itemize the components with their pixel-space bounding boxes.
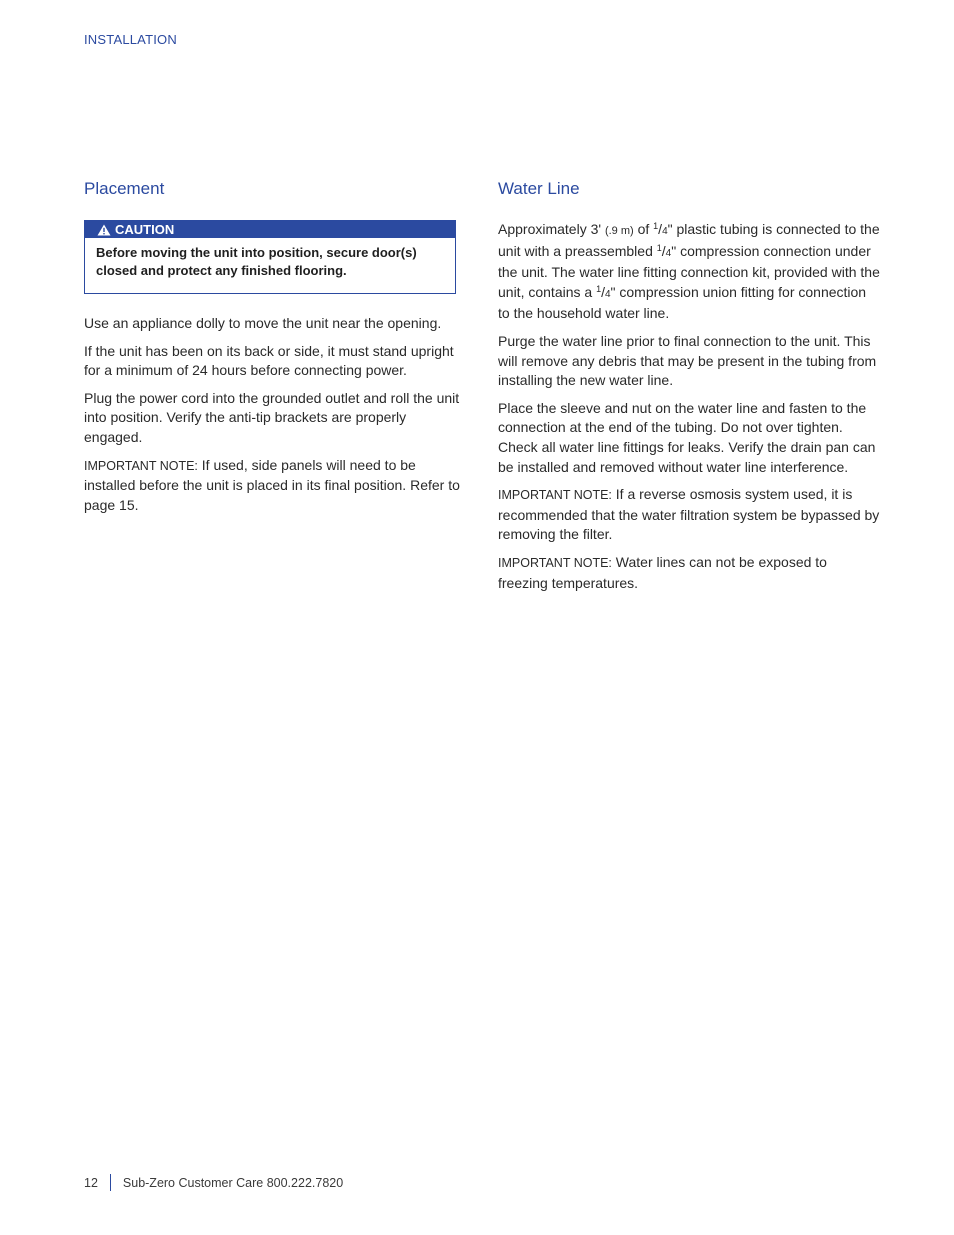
- fraction-numerator: 1: [656, 242, 662, 253]
- footer-divider: [110, 1174, 111, 1191]
- fraction-numerator: 1: [653, 221, 659, 231]
- water-line-paragraph-1: Approximately 3' (.9 m) of $^1$/4" plastic tubing is connected to the unit with a preassembled $^1$/4" compression connection under the unit. The water line fitting connection kit, provided with the unit, contains a $^1$/4" compression union fitting for connection to the household water line.: [498, 221, 880, 322]
- text-run: " compression connection under the unit. The water line fitting connection kit, provided with the unit, contains a: [498, 242, 880, 300]
- text-run: of: [633, 221, 654, 237]
- placement-heading: Placement: [84, 179, 165, 198]
- fraction-numerator: 1: [596, 283, 602, 294]
- placement-paragraph-3: Plug the power cord into the grounded outlet and roll the unit into position. Verify the anti-tip brackets are properly engaged.: [84, 389, 460, 445]
- note-text: If a reverse osmosis system used, it is recommended that the water filtration system be bypassed by removing the filter.: [498, 486, 880, 543]
- text-run: Approximately 3': [498, 221, 605, 237]
- water-line-paragraph-2: Purge the water line prior to final connection to the unit. This will remove any debris that may be present in the tubing from installing the new water line.: [498, 332, 877, 389]
- water-line-heading: Water Line: [498, 179, 580, 198]
- note-label: IMPORTANT NOTE:: [498, 488, 612, 503]
- caution-label: CAUTION: [115, 222, 175, 237]
- note-label: IMPORTANT NOTE:: [498, 555, 612, 570]
- text-run: " plastic tubing is connected to the unit with a preassembled: [498, 221, 880, 259]
- water-line-column: [498, 178, 880, 601]
- fraction-denominator: 4: [604, 288, 611, 300]
- caution-text: Before moving the unit into position, secure door(s) closed and protect any finished flooring.: [96, 245, 417, 278]
- placement-paragraph-2: If the unit has been on its back or side, it must stand upright for a minimum of 24 hours before connecting power.: [84, 342, 454, 379]
- note-label: IMPORTANT NOTE:: [84, 458, 198, 473]
- note-text: Water lines can not be exposed to freezing temperatures.: [498, 553, 827, 591]
- caution-header: [85, 221, 455, 238]
- placement-column: [84, 178, 464, 523]
- warning-triangle-icon: [97, 224, 111, 236]
- metric-length: (.9 m): [604, 225, 634, 237]
- fraction-denominator: 4: [665, 247, 672, 259]
- water-line-important-note-2: [498, 553, 880, 593]
- section-label: INSTALLATION: [84, 32, 177, 47]
- placement-paragraph-1: Use an appliance dolly to move the unit near the opening.: [84, 315, 442, 331]
- note-text: If used, side panels will need to be installed before the unit is placed in its final position. Refer to page 15.: [84, 456, 460, 513]
- water-line-paragraph-3: Place the sleeve and nut on the water line and fasten to the connection at the end of the tubing. Do not over tighten. Check all water line fittings for leaks. Verify the drain pan can be installed and removed without water line interference.: [498, 399, 876, 475]
- text-run: " compression union fitting for connection to the household water line.: [498, 283, 867, 322]
- water-line-important-note-1: [498, 485, 880, 545]
- fraction-denominator: 4: [662, 226, 668, 237]
- page-number: 12: [84, 1175, 98, 1190]
- page-footer: [84, 1174, 343, 1191]
- placement-important-note: [84, 456, 464, 516]
- caution-box: [84, 220, 456, 294]
- footer-text: Sub-Zero Customer Care 800.222.7820: [122, 1175, 344, 1190]
